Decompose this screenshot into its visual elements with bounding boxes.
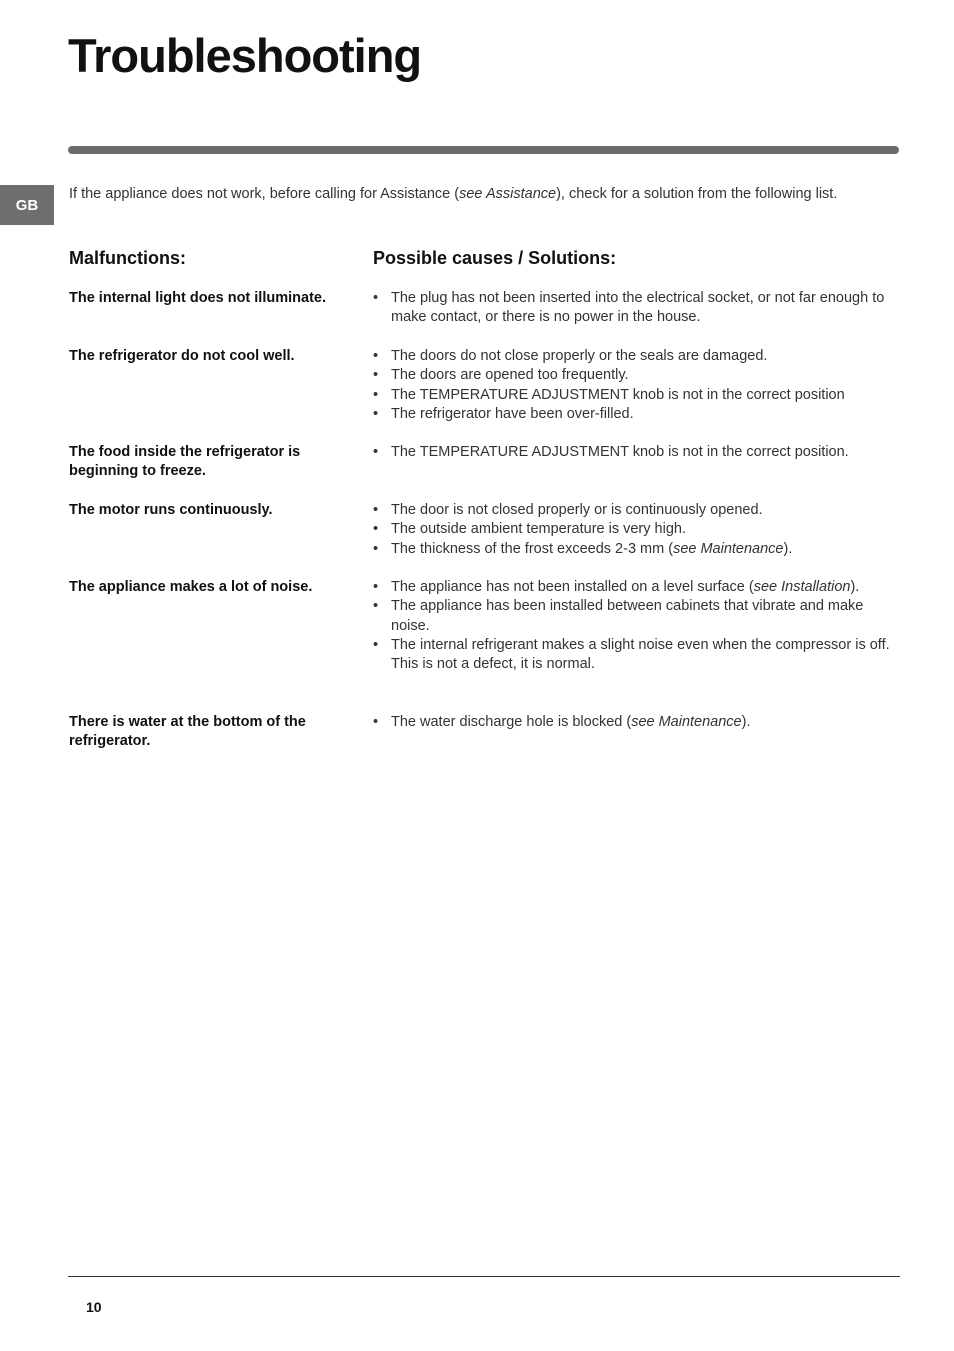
cause-text: The plug has not been inserted into the electrical socket, or not far enough to make contact, or there is no power in the house. [391, 290, 885, 326]
malfunction-label: The internal light does not illuminate. [69, 290, 326, 306]
cause-text-end: ). [741, 714, 751, 730]
bullet-icon: • [373, 540, 379, 557]
causes-list [373, 501, 893, 559]
cause-text: The door is not closed properly or is continuously opened. [391, 502, 763, 518]
cause-reference: see Maintenance [631, 714, 742, 730]
cause-text-end: ). [783, 540, 793, 557]
cause-item [373, 636, 893, 675]
cause-reference: see Installation [753, 579, 851, 595]
bullet-icon: • [373, 579, 379, 595]
page-number: 10 [86, 1299, 102, 1315]
malfunction-label: The food inside the refrigerator is beginning to freeze. [69, 444, 301, 479]
cause-item [373, 405, 893, 424]
bullet-icon: • [373, 444, 379, 460]
causes-heading: Possible causes / Solutions: [373, 248, 617, 268]
causes-list [373, 713, 893, 732]
bullet-icon: • [373, 405, 379, 422]
cause-item [373, 520, 893, 539]
cause-item [373, 713, 893, 732]
bullet-icon: • [373, 348, 379, 364]
bullet-icon: • [373, 290, 379, 306]
footer-divider [68, 1276, 900, 1277]
cause-item [373, 386, 893, 405]
cause-text: The appliance has not been installed on a level surface ( [391, 579, 754, 595]
malfunction-label: There is water at the bottom of the refrigerator. [69, 714, 306, 749]
title-divider [68, 146, 899, 154]
page-title: Troubleshooting [68, 29, 422, 82]
cause-text: The TEMPERATURE ADJUSTMENT knob is not in the correct position. [391, 444, 849, 460]
intro-reference: see Assistance [459, 186, 557, 202]
intro-text-start: If the appliance does not work, before calling for Assistance ( [69, 186, 460, 202]
cause-item [373, 597, 893, 636]
cause-item [373, 289, 893, 328]
cause-text: The doors do not close properly or the seals are damaged. [391, 348, 768, 364]
cause-text: The water discharge hole is blocked ( [391, 714, 632, 730]
bullet-icon: • [373, 636, 379, 653]
bullet-icon: • [373, 367, 379, 384]
bullet-icon: • [373, 386, 379, 403]
bullet-icon: • [373, 521, 379, 538]
bullet-icon: • [373, 502, 379, 518]
cause-item [373, 501, 893, 520]
malfunction-label: The appliance makes a lot of noise. [69, 579, 313, 595]
cause-item [373, 443, 893, 462]
cause-text: The TEMPERATURE ADJUSTMENT knob is not in the correct position [391, 386, 845, 403]
cause-text-end: ). [850, 579, 860, 595]
causes-list [373, 289, 893, 328]
cause-text: The thickness of the frost exceeds 2-3 mm ( [391, 540, 674, 557]
cause-text: The outside ambient temperature is very high. [391, 521, 686, 538]
bullet-icon: • [373, 714, 379, 730]
bullet-icon: • [373, 598, 379, 615]
cause-text: The refrigerator have been over-filled. [391, 405, 634, 422]
causes-list [373, 578, 893, 674]
causes-list [373, 347, 893, 424]
malfunctions-heading: Malfunctions: [69, 248, 186, 268]
cause-text: The appliance has been installed between cabinets that vibrate and make noise. [391, 598, 864, 634]
malfunction-label: The refrigerator do not cool well. [69, 348, 295, 364]
cause-text: The doors are opened too frequently. [391, 367, 629, 384]
cause-item [373, 578, 893, 597]
cause-text: The internal refrigerant makes a slight noise even when the compressor is off. This is not a defect, it is normal. [391, 636, 890, 673]
cause-item [373, 540, 893, 559]
intro-paragraph [69, 184, 909, 204]
language-tab: GB [0, 185, 54, 225]
cause-reference: see Maintenance [673, 540, 784, 557]
cause-item [373, 347, 893, 366]
malfunction-label: The motor runs continuously. [69, 502, 273, 518]
intro-text-end: ), check for a solution from the following list. [556, 186, 838, 202]
cause-item [373, 366, 893, 385]
causes-list [373, 443, 893, 462]
